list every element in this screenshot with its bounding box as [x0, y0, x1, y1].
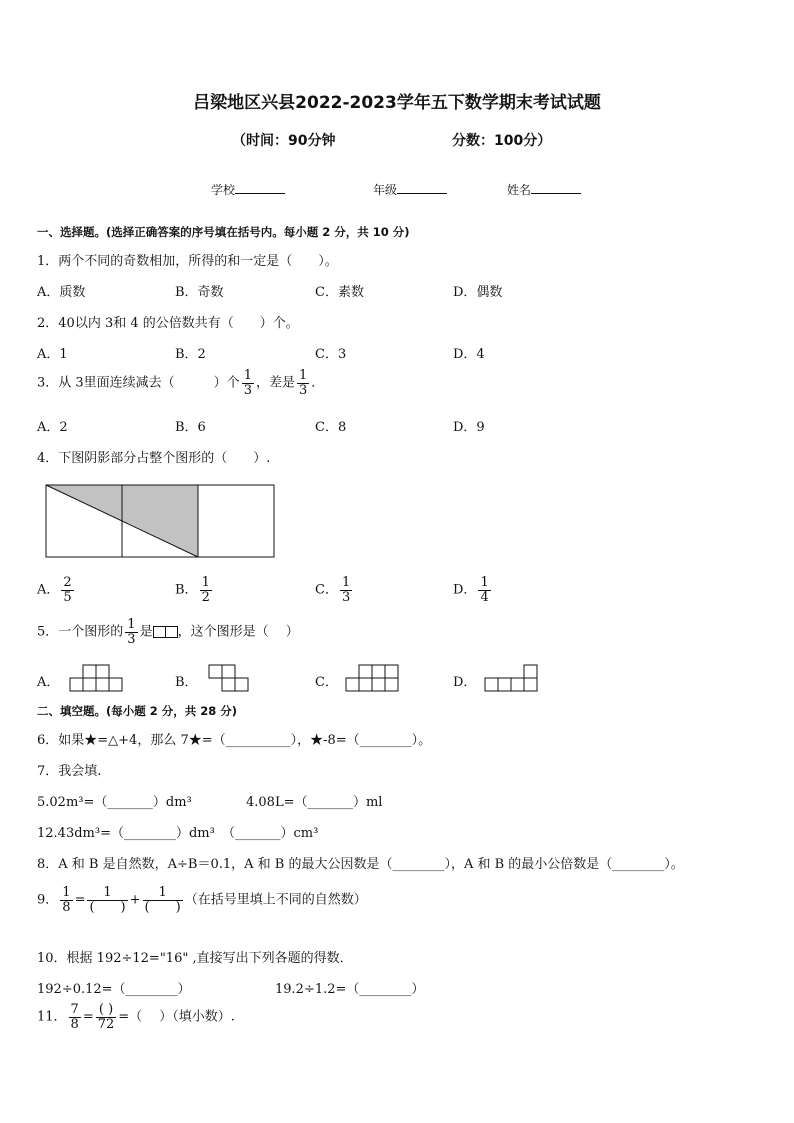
q3-option-d[interactable]: D．9 [453, 420, 485, 435]
q8-text[interactable]: 8．A 和 B 是自然数，A÷B＝0.1，A 和 B 的最大公因数是（________），A 和 B 的最小公倍数是（________）。 [37, 857, 684, 872]
q3-option-a[interactable]: A．2 [37, 420, 68, 435]
school-label: 学校 [211, 183, 236, 197]
q5-option-d-figure [484, 664, 540, 692]
q3-text [37, 369, 324, 397]
q1-option-d[interactable]: D．偶数 [453, 285, 503, 300]
q2-option-a[interactable]: A．1 [37, 347, 68, 362]
q6-text[interactable]: 6．如果★=△+4，那么 7★=（__________），★-8=（________）。 [37, 733, 432, 748]
q1-option-a[interactable]: A．质数 [37, 285, 86, 300]
q5-option-b-label[interactable]: B． [175, 675, 198, 690]
q2-text: 2．40以内 3和 4 的公倍数共有（ ）个。 [37, 316, 299, 331]
q7-line1-b[interactable]: 4.08L=（_______）ml [246, 795, 383, 810]
q4-option-a[interactable]: A． $\frac{2}{5}$ [37, 575, 72, 605]
section-choice-heading: 一、选择题。(选择正确答案的序号填在括号内。每小题 2 分，共 10 分) [37, 225, 410, 239]
q5-prefix: 5．一个图形的 [37, 624, 124, 640]
q10-text: 10．根据 192÷12="16" ,直接写出下列各题的得数． [37, 951, 353, 966]
q4-option-d[interactable]: D． $\frac{1}{4}$ [453, 575, 489, 605]
q5-fraction: $\frac{1}{3}$ [127, 617, 136, 647]
q7-line2-a[interactable]: 12.43dm³=（________）dm³ [37, 826, 215, 841]
q11-text[interactable]: 11． $\frac{7}{8}$ = $\frac{( )}{72}$ =（ ）（填小数）. [37, 1002, 235, 1032]
q2-option-b[interactable]: B．2 [175, 347, 206, 362]
grade-label: 年级 [373, 183, 398, 197]
score-label: 分数：100分） [452, 133, 552, 149]
q1-text: 1．两个不同的奇数相加，所得的和一定是（ ）。 [37, 254, 338, 269]
q5-option-d-label[interactable]: D． [453, 675, 477, 690]
q7-line1-a[interactable]: 5.02m³=（_______）dm³ [37, 795, 192, 810]
q5-option-c-label[interactable]: C． [315, 675, 338, 690]
q9-note: （在括号里填上不同的自然数） [184, 892, 367, 908]
q5-text [37, 618, 299, 646]
q4-option-c[interactable]: C． $\frac{1}{3}$ [315, 575, 351, 605]
q1-option-c[interactable]: C．素数 [315, 285, 364, 300]
q10-answer-b[interactable]: 19.2÷1.2=（________） [275, 982, 425, 997]
q5-two-squares-figure [153, 625, 178, 640]
q5-end: ，这个图形是（ ） [177, 624, 299, 640]
page-title: 吕梁地区兴县2022-2023学年五下数学期末考试试题 [193, 93, 601, 113]
q5-option-c-figure [345, 664, 401, 692]
q11-fraction-blank: $\frac{( )}{72}$ [97, 1002, 115, 1032]
q7-line2-b[interactable]: （_______）cm³ [222, 826, 319, 841]
q3-option-c[interactable]: C．8 [315, 420, 347, 435]
q3-fraction-2: $\frac{1}{3}$ [298, 368, 308, 398]
q7-text: 7．我会填. [37, 764, 102, 779]
q5-option-a-figure [69, 664, 125, 692]
q11-fraction-left: $\frac{7}{8}$ [70, 1002, 79, 1032]
q9-fraction-left: $\frac{1}{8}$ [62, 885, 71, 915]
q4-option-b[interactable]: B． $\frac{1}{2}$ [175, 575, 210, 605]
section-fill-heading: 二、填空题。(每小题 2 分，共 28 分) [37, 704, 238, 718]
q5-mid: 是 [139, 624, 153, 640]
q3-fraction-1: $\frac{1}{3}$ [243, 368, 252, 398]
q9-fraction-blank-2: $\frac{1}{( )}$ [144, 885, 181, 915]
q10-answer-a[interactable]: 192÷0.12=（________） [37, 982, 191, 997]
q5-option-b-figure [208, 664, 252, 692]
q9-text[interactable]: 9． $\frac{1}{8}$ = $\frac{1}{( )}$ + $\frac{1}{( )}$ （在括号里填上不同的自然数） [37, 885, 367, 915]
q5-option-a-label[interactable]: A． [37, 675, 60, 690]
q3-end: ． [311, 375, 325, 391]
q1-option-b[interactable]: B．奇数 [175, 285, 224, 300]
q9-fraction-blank-1: $\frac{1}{( )}$ [89, 885, 126, 915]
q3-prefix: 3．从 3里面连续减去（ ）个 [37, 375, 240, 391]
q2-option-d[interactable]: D．4 [453, 347, 485, 362]
name-label: 姓名 [507, 183, 532, 197]
q4-shaded-rectangle-figure [46, 485, 276, 559]
q3-mid: ，差是 [255, 375, 295, 391]
grade-field[interactable] [373, 181, 447, 198]
q4-text: 4．下图阴影部分占整个图形的（ ）. [37, 451, 271, 466]
q3-option-b[interactable]: B．6 [175, 420, 206, 435]
name-field[interactable] [507, 181, 581, 198]
time-label: （时间：90分钟 [232, 133, 336, 149]
q2-option-c[interactable]: C．3 [315, 347, 347, 362]
school-field[interactable] [211, 181, 285, 198]
